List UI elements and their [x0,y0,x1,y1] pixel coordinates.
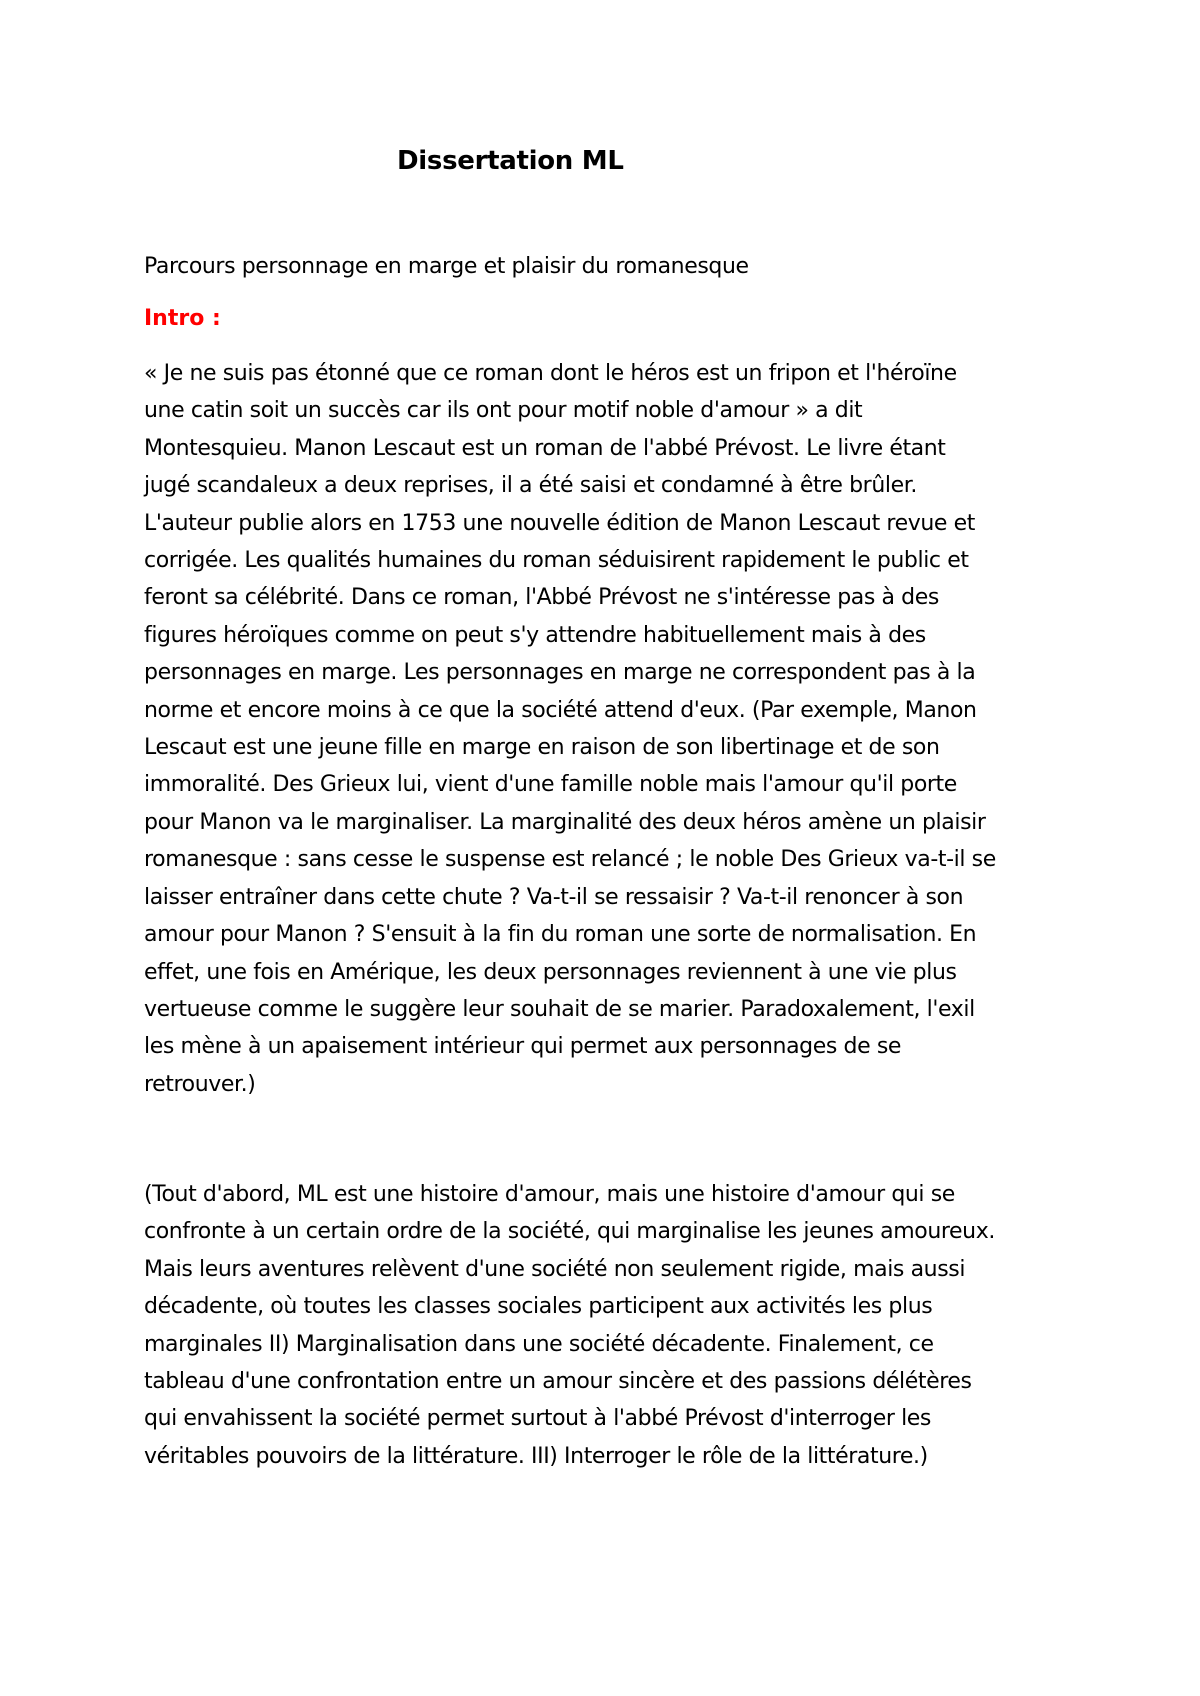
paragraph-line: immoralité. Des Grieux lui, vient d'une famille noble mais l'amour qu'il porte [144,772,957,798]
paragraph-line: laisser entraîner dans cette chute ? Va-t-il se ressaisir ? Va-t-il renoncer à son [144,884,964,910]
paragraph-line: Montesquieu. Manon Lescaut est un roman de l'abbé Prévost. Le livre étant [144,435,946,461]
paragraph-line: (Tout d'abord, ML est une histoire d'amour, mais une histoire d'amour qui se [144,1182,955,1207]
paragraph-line: romanesque : sans cesse le suspense est relancé ; le noble Des Grieux va-t-il se [144,847,996,873]
paragraph-line: les mène à un apaisement intérieur qui permet aux personnages de se [144,1034,902,1060]
intro-paragraph [144,355,996,1103]
paragraph-line: pour Manon va le marginaliser. La marginalité des deux héros amène un plaisir [144,809,986,835]
document-subtitle: Parcours personnage en marge et plaisir du romanesque [144,254,749,279]
paragraph-line: figures héroïques comme on peut s'y attendre habituellement mais à des [144,622,926,648]
intro-heading: Intro : [144,306,221,331]
paragraph-line: vertueuse comme le suggère leur souhait de se marier. Paradoxalement, l'exil [144,996,975,1022]
paragraph-line: une catin soit un succès car ils ont pour motif noble d'amour » a dit [144,398,863,424]
paragraph-line: marginales II) Marginalisation dans une société décadente. Finalement, ce [144,1331,934,1357]
paragraph-line: effet, une fois en Amérique, les deux personnages reviennent à une vie plus [144,959,957,985]
paragraph-line: L'auteur publie alors en 1753 une nouvelle édition de Manon Lescaut revue et [144,510,975,536]
paragraph-line: retrouver.) [144,1071,256,1097]
paragraph-line: jugé scandaleux a deux reprises, il a été saisi et condamné à être brûler. [144,473,917,499]
paragraph-line: « Je ne suis pas étonné que ce roman dont le héros est un fripon et l'héroïne [144,361,957,386]
paragraph-line: personnages en marge. Les personnages en marge ne correspondent pas à la [144,660,976,686]
paragraph-line: corrigée. Les qualités humaines du roman séduisirent rapidement le public et [144,548,969,574]
paragraph-line: véritables pouvoirs de la littérature. III) Interroger le rôle de la littérature.) [144,1443,928,1469]
paragraph-line: qui envahissent la société permet surtout à l'abbé Prévost d'interroger les [144,1406,931,1432]
page-title: Dissertation ML [397,146,624,176]
paragraph-line: tableau d'une confrontation entre un amour sincère et des passions délétères [144,1369,972,1395]
plan-paragraph [144,1176,995,1475]
paragraph-line: Mais leurs aventures relèvent d'une société non seulement rigide, mais aussi [144,1256,966,1282]
paragraph-line: Lescaut est une jeune fille en marge en raison de son libertinage et de son [144,735,940,761]
paragraph-line: feront sa célébrité. Dans ce roman, l'Abbé Prévost ne s'intéresse pas à des [144,585,939,611]
paragraph-line: décadente, où toutes les classes sociales participent aux activités les plus [144,1294,933,1320]
paragraph-line: amour pour Manon ? S'ensuit à la fin du roman une sorte de normalisation. En [144,922,977,948]
paragraph-line: confronte à un certain ordre de la société, qui marginalise les jeunes amoureux. [144,1219,995,1245]
paragraph-line: norme et encore moins à ce que la société attend d'eux. (Par exemple, Manon [144,697,977,723]
